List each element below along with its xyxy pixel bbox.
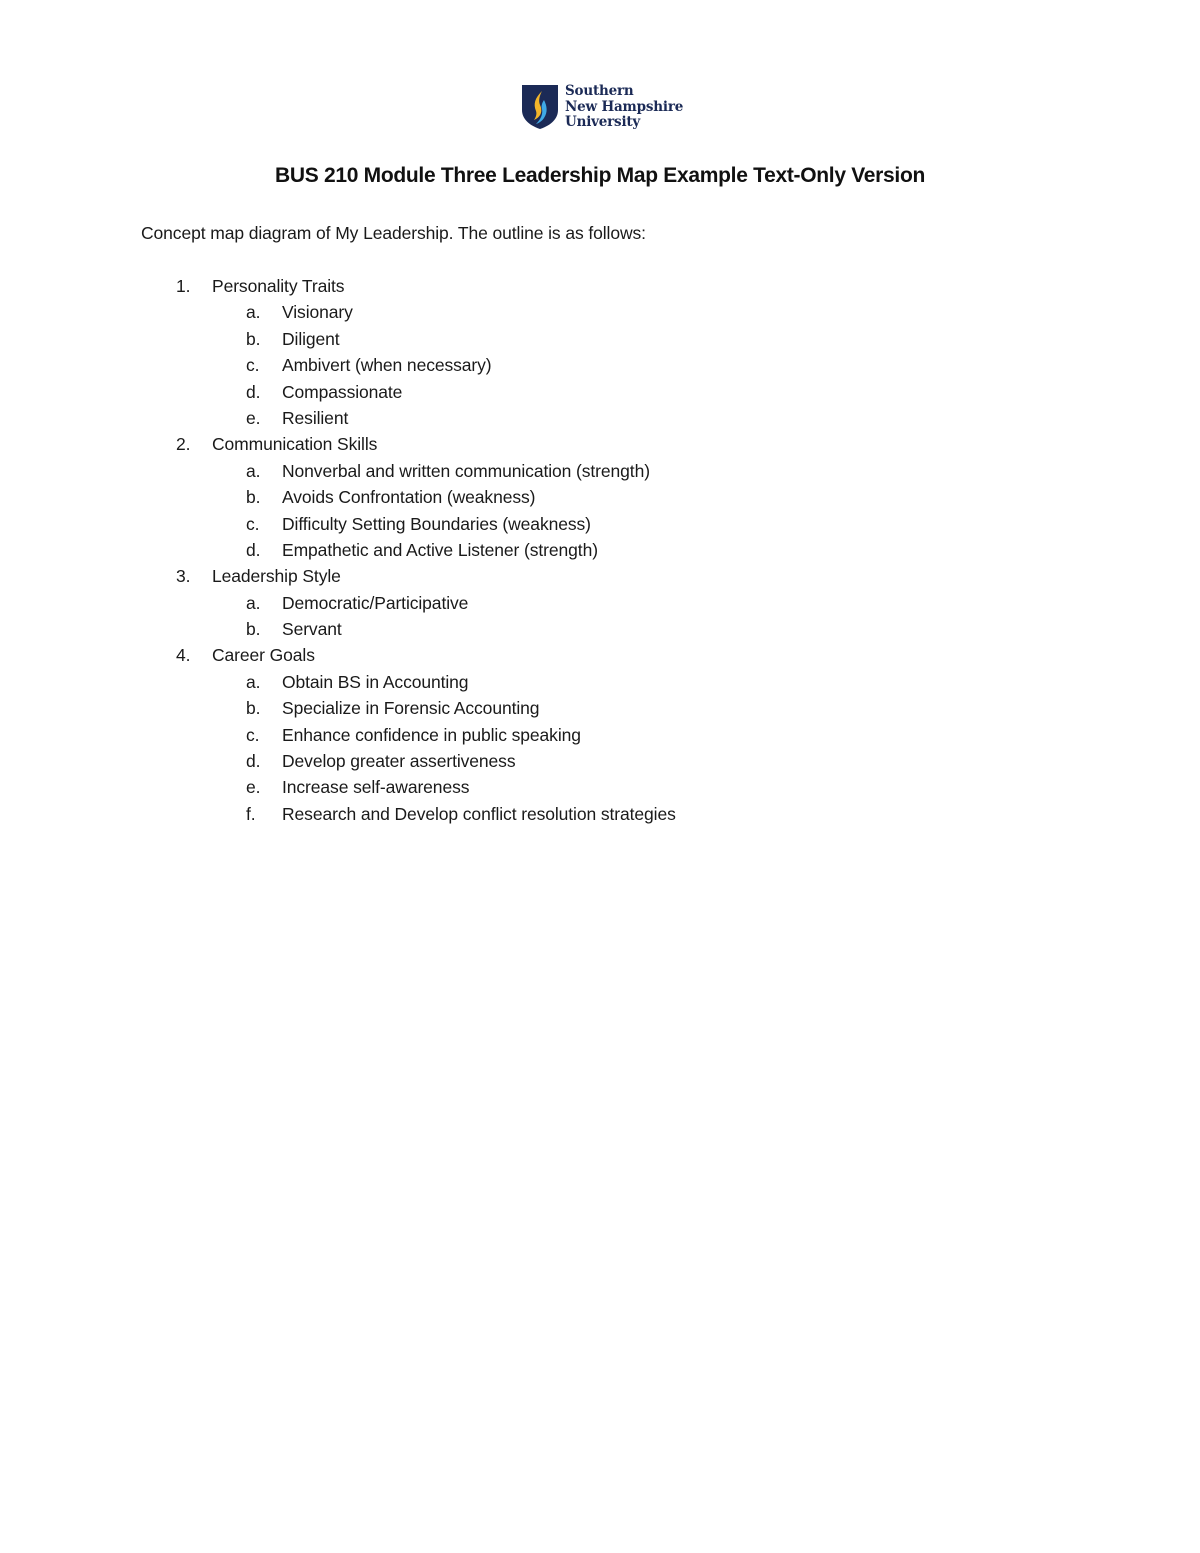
outline-item-career-goals: [0, 643, 1200, 669]
item-label: Communication Skills: [212, 434, 378, 455]
university-name: [565, 84, 683, 131]
leadership-outline: [0, 274, 1200, 828]
subitem-letter: d.: [246, 539, 261, 560]
subitem: [0, 406, 1200, 432]
subitem-letter: d.: [246, 381, 261, 402]
subitem-label: Ambivert (when necessary): [282, 355, 492, 376]
subitem-letter: d.: [246, 751, 261, 772]
subitem-letter: a.: [246, 460, 261, 481]
snhu-shield-flame-icon: [521, 84, 559, 130]
subitem-letter: a.: [246, 592, 261, 613]
subitem: [0, 696, 1200, 722]
subitem-label: Visionary: [282, 302, 353, 323]
subitem: [0, 300, 1200, 326]
item-label: Personality Traits: [212, 276, 345, 296]
subitem: [0, 670, 1200, 696]
subitem-label: Research and Develop conflict resolution strategies: [282, 803, 676, 824]
subitem-label: Specialize in Forensic Accounting: [282, 698, 540, 719]
subitem: [0, 380, 1200, 406]
subitem: [0, 723, 1200, 749]
subitem-letter: a.: [246, 302, 261, 323]
subitem-letter: b.: [246, 619, 261, 640]
subitem-letter: b.: [246, 698, 261, 719]
item-number: 2.: [176, 434, 191, 455]
subitem: [0, 512, 1200, 538]
subitem-label: Avoids Confrontation (weakness): [282, 487, 536, 508]
outline-item-communication-skills: [0, 432, 1200, 458]
university-logo: [521, 84, 683, 131]
item-label: Leadership Style: [212, 566, 341, 587]
subitem: [0, 327, 1200, 353]
subitem-label: Diligent: [282, 328, 340, 349]
subitem-letter: a.: [246, 671, 261, 692]
subitem-letter: c.: [246, 513, 260, 534]
subitem: [0, 538, 1200, 564]
subitem-letter: c.: [246, 355, 260, 376]
subitem: [0, 353, 1200, 379]
subitem-label: Democratic/Participative: [282, 592, 469, 613]
subitem-label: Servant: [282, 619, 342, 640]
subitem: [0, 459, 1200, 485]
subitem-label: Difficulty Setting Boundaries (weakness): [282, 513, 591, 534]
logo-line-2: New Hampshire: [565, 98, 684, 115]
subitem-label: Nonverbal and written communication (strength): [282, 460, 650, 481]
subitem-label: Increase self-awareness: [282, 777, 470, 798]
subitem-label: Empathetic and Active Listener (strength): [282, 539, 598, 560]
subitem: [0, 591, 1200, 617]
subitem-label: Resilient: [282, 407, 349, 428]
subitem: [0, 617, 1200, 643]
logo-line-1: Southern: [565, 83, 634, 99]
subitem-letter: b.: [246, 328, 261, 349]
subitem: [0, 749, 1200, 775]
subitem-label: Obtain BS in Accounting: [282, 671, 469, 692]
subitem: [0, 775, 1200, 801]
subitem-label: Compassionate: [282, 381, 403, 402]
subitem-label: Develop greater assertiveness: [282, 751, 516, 772]
outline-item-personality-traits: [0, 274, 1200, 300]
intro-paragraph: Concept map diagram of My Leadership. The outline is as follows:: [141, 223, 646, 243]
item-number: 1.: [176, 276, 191, 296]
subitem-letter: c.: [246, 724, 260, 745]
item-number: 4.: [176, 645, 191, 666]
document-title: BUS 210 Module Three Leadership Map Example Text-Only Version: [275, 164, 925, 187]
subitem-letter: e.: [246, 777, 261, 798]
item-number: 3.: [176, 566, 191, 587]
subitem-letter: e.: [246, 407, 261, 428]
logo-line-3: University: [565, 114, 641, 130]
outline-item-leadership-style: [0, 564, 1200, 590]
item-label: Career Goals: [212, 645, 315, 666]
subitem-letter: b.: [246, 487, 261, 508]
subitem: [0, 485, 1200, 511]
subitem: [0, 802, 1200, 828]
subitem-label: Enhance confidence in public speaking: [282, 724, 581, 745]
subitem-letter: f.: [246, 803, 256, 824]
